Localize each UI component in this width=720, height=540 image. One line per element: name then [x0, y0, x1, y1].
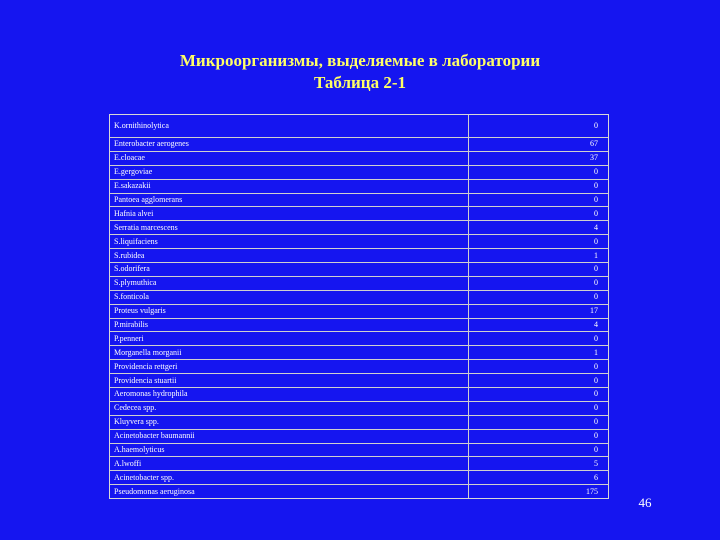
- title-line-1: Микроорганизмы, выделяемые в лаборатории: [179, 51, 541, 70]
- organism-count-cell: 175: [586, 486, 598, 496]
- table-row: [110, 332, 608, 346]
- organism-name-cell: Providencia stuartii: [110, 374, 469, 388]
- table-row: [110, 179, 608, 193]
- organism-name-cell: Hafnia alvei: [110, 207, 469, 221]
- table-body: [110, 115, 608, 498]
- table-row: [110, 401, 608, 415]
- organism-count-cell: 1: [469, 249, 609, 263]
- organism-name-cell: S.liquifaciens: [110, 235, 469, 249]
- organism-name-cell: S.odorifera: [110, 263, 469, 277]
- organism-name-cell: S.fonticola: [110, 290, 469, 304]
- organism-count-cell: 5: [469, 457, 609, 471]
- organism-count-cell: 0: [469, 263, 609, 277]
- organism-count-cell: 4: [469, 221, 609, 235]
- table-row: [110, 115, 608, 138]
- organism-name-cell: Proteus vulgaris: [110, 304, 469, 318]
- organism-count-cell: 0: [469, 401, 609, 415]
- organism-name-cell: S.rubidea: [110, 249, 469, 263]
- table-row: [110, 235, 608, 249]
- table-row: [110, 360, 608, 374]
- organism-count-cell: 0: [469, 115, 609, 138]
- table-row: [110, 346, 608, 360]
- table-row: [110, 485, 608, 498]
- organism-count-cell: 0: [469, 290, 609, 304]
- table-row: [110, 138, 608, 152]
- table-row: [110, 471, 608, 485]
- organism-name-cell: Pseudomonas aeruginosa: [110, 485, 469, 498]
- organism-name-cell: Acinetobacter spp.: [110, 471, 469, 485]
- organism-count-cell: 6: [469, 471, 609, 485]
- table-row: [110, 374, 608, 388]
- organism-count-cell: 0: [469, 429, 609, 443]
- organism-count-cell: 4: [469, 318, 609, 332]
- organism-name-cell: Aeromonas hydrophila: [110, 388, 469, 402]
- table-row: [110, 221, 608, 235]
- table-row: [110, 263, 608, 277]
- organism-name-cell: Cedecea spp.: [110, 401, 469, 415]
- organism-count-cell: 0: [469, 193, 609, 207]
- organism-count-cell: 67: [469, 138, 609, 152]
- organism-count-cell: 0: [469, 415, 609, 429]
- organism-count-cell: 0: [469, 207, 609, 221]
- table-row: [110, 304, 608, 318]
- organism-count-cell: 0: [469, 332, 609, 346]
- organism-name-cell: S.plymuthica: [110, 276, 469, 290]
- organism-name-cell: A.lwoffi: [110, 457, 469, 471]
- organism-count-cell: 0: [469, 165, 609, 179]
- table-row: [110, 207, 608, 221]
- organism-count-cell: 0: [469, 360, 609, 374]
- organism-name-cell: A.haemolyticus: [110, 443, 469, 457]
- organism-count-cell: 37: [469, 151, 609, 165]
- organism-name-cell: Serratia marcescens: [110, 221, 469, 235]
- organism-count-cell: 0: [469, 374, 609, 388]
- organism-name-cell: Morganella morganii: [110, 346, 469, 360]
- organism-name-cell: P.mirabilis: [110, 318, 469, 332]
- table-row: [110, 388, 608, 402]
- table-row: [110, 429, 608, 443]
- table-row: [110, 249, 608, 263]
- organism-name-cell: Acinetobacter baumannii: [110, 429, 469, 443]
- organism-name-cell: Enterobacter aerogenes: [110, 138, 469, 152]
- microorganisms-table: [109, 114, 609, 499]
- organism-count-cell: 0: [469, 388, 609, 402]
- table-grid: [110, 115, 608, 498]
- organism-name-cell: P.penneri: [110, 332, 469, 346]
- organism-count-cell: 1: [469, 346, 609, 360]
- table-row: [110, 415, 608, 429]
- organism-name-cell: K.ornithinolytica: [110, 115, 469, 138]
- table-row: [110, 443, 608, 457]
- page-number: 46: [638, 495, 652, 510]
- organism-count-cell: 0: [469, 179, 609, 193]
- organism-count-cell: 0: [469, 235, 609, 249]
- table-row: [110, 276, 608, 290]
- organism-name-cell: E.sakazakii: [110, 179, 469, 193]
- title-line-2: Таблица 2-1: [313, 73, 407, 92]
- organism-name-cell: E.cloacae: [110, 151, 469, 165]
- organism-count-cell: 0: [469, 443, 609, 457]
- organism-name-cell: Pantoea agglomerans: [110, 193, 469, 207]
- organism-count-cell: 0: [469, 276, 609, 290]
- table-row: [110, 457, 608, 471]
- organism-name-cell: Kluyvera spp.: [110, 415, 469, 429]
- organism-count-cell: 17: [469, 304, 609, 318]
- organism-name-cell: E.gergoviae: [110, 165, 469, 179]
- table-row: [110, 165, 608, 179]
- table-row: [110, 151, 608, 165]
- table-row: [110, 193, 608, 207]
- organism-name-cell: Providencia rettgeri: [110, 360, 469, 374]
- table-row: [110, 318, 608, 332]
- slide-title: [0, 50, 720, 94]
- table-row: [110, 290, 608, 304]
